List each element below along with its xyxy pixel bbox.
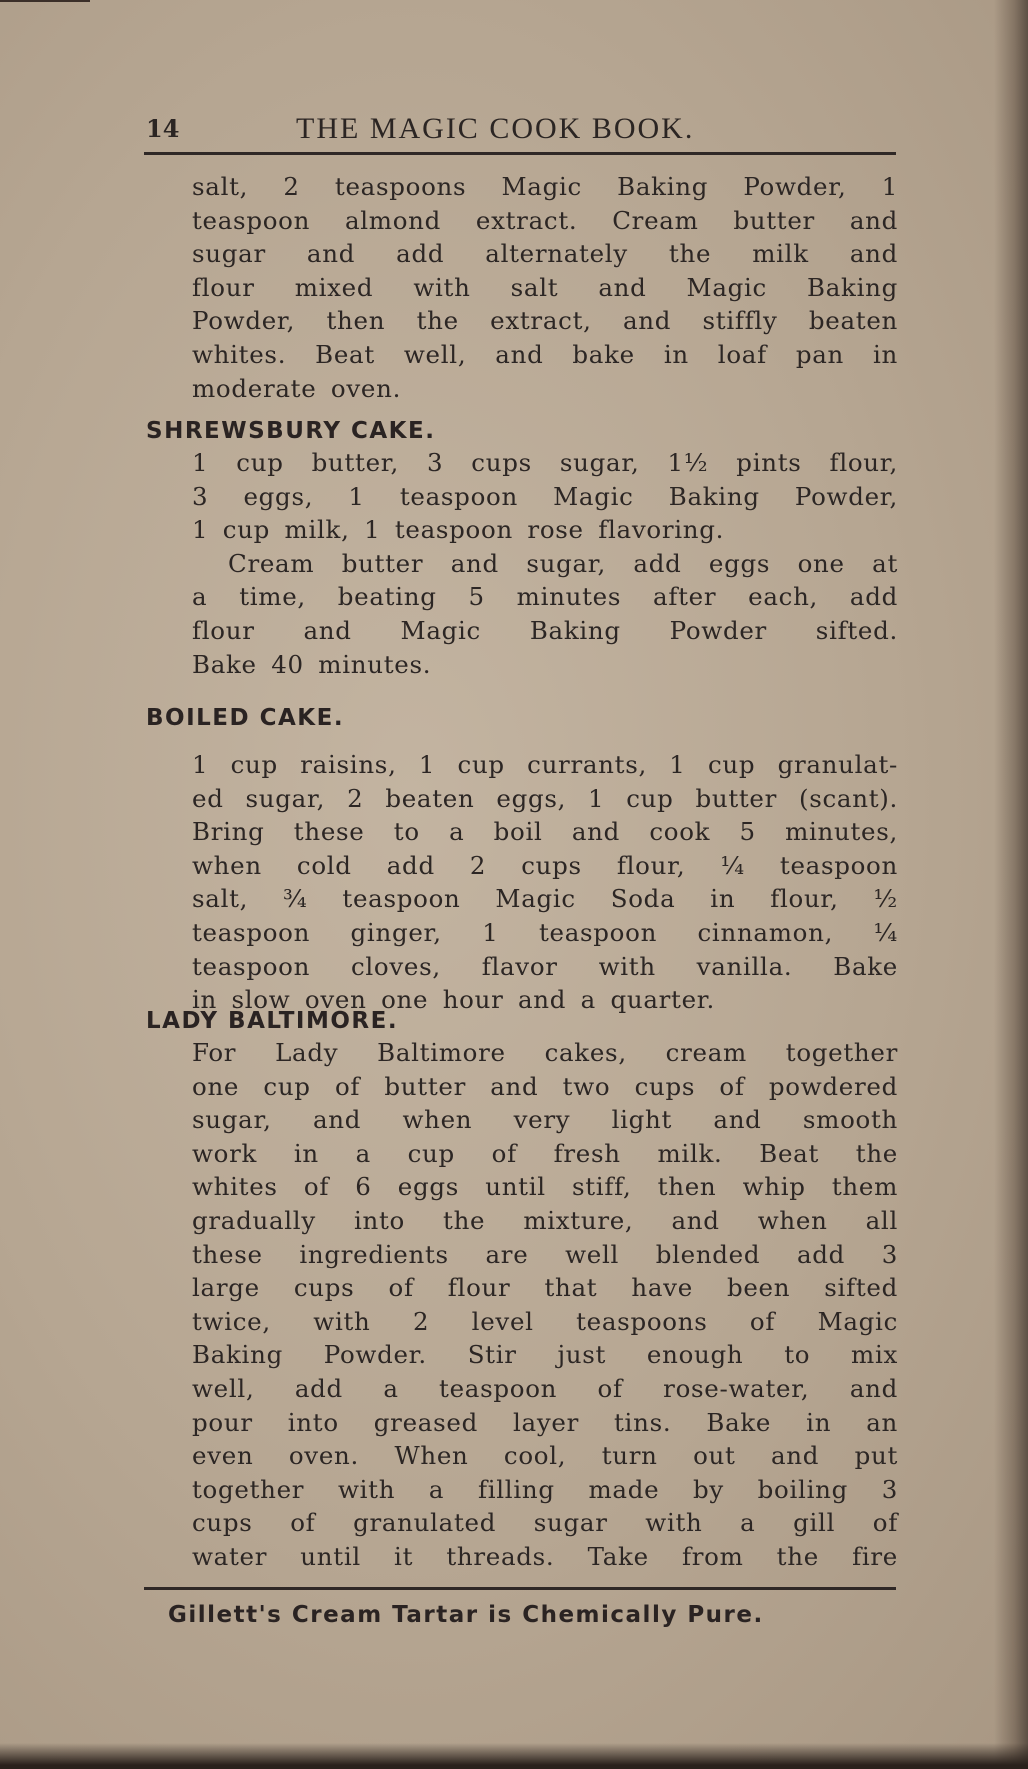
recipe-heading-boiled-cake: BOILED CAKE. xyxy=(146,705,345,731)
text-line: a time, beating 5 minutes after each, add xyxy=(192,582,898,612)
text-line: salt, 2 teaspoons Magic Baking Powder, 1 xyxy=(192,172,898,201)
text-line: flour and Magic Baking Powder sifted. xyxy=(192,615,898,645)
text-line: in slow oven one hour and a quarter. xyxy=(192,985,715,1015)
text-line: twice, with 2 level teaspoons of Magic xyxy=(192,1306,898,1336)
text-line: one cup of butter and two cups of powdered xyxy=(192,1071,898,1101)
recipe-heading-lady-baltimore: LADY BALTIMORE. xyxy=(146,1008,399,1034)
running-title: THE MAGIC COOK BOOK. xyxy=(296,112,695,145)
page-edge-mark xyxy=(0,0,90,2)
text-line: Bring these to a boil and cook 5 minutes, xyxy=(192,817,898,847)
text-line: even oven. When cool, turn out and put xyxy=(192,1441,898,1471)
lady-baltimore-text xyxy=(192,1036,898,1574)
text-line: water until it threads. Take from the fire xyxy=(192,1541,898,1571)
text-line: large cups of flour that have been sifted xyxy=(192,1273,898,1303)
text-line: whites of 6 eggs until stiff, then whip them xyxy=(192,1172,898,1202)
text-line: 1 cup raisins, 1 cup currants, 1 cup granulat- xyxy=(192,750,898,779)
boiled-cake-text xyxy=(192,748,898,1017)
text-line: when cold add 2 cups flour, ¼ teaspoon xyxy=(192,850,898,880)
text-line: teaspoon cloves, flavor with vanilla. Bake xyxy=(192,951,898,981)
continued-recipe-text xyxy=(192,170,898,405)
text-line: work in a cup of fresh milk. Beat the xyxy=(192,1138,898,1168)
text-line: 1 cup butter, 3 cups sugar, 1½ pints flour, xyxy=(192,448,898,477)
text-line: moderate oven. xyxy=(192,373,402,403)
page-edge-shadow xyxy=(994,0,1028,1769)
text-line: together with a filling made by boiling 3 xyxy=(192,1474,898,1504)
text-line: 3 eggs, 1 teaspoon Magic Baking Powder, xyxy=(192,481,898,511)
text-line: teaspoon almond extract. Cream butter and xyxy=(192,205,898,235)
header-rule xyxy=(144,152,896,155)
text-line: Bake 40 minutes. xyxy=(192,649,432,679)
page-number: 14 xyxy=(146,114,180,143)
text-line: For Lady Baltimore cakes, cream together xyxy=(192,1038,898,1067)
page-header xyxy=(146,108,896,150)
text-line: cups of granulated sugar with a gill of xyxy=(192,1508,898,1538)
page-bottom-edge xyxy=(0,1743,1028,1769)
recipe-heading-shrewsbury-cake: SHREWSBURY CAKE. xyxy=(146,418,436,444)
text-line: Baking Powder. Stir just enough to mix xyxy=(192,1340,898,1370)
text-line: gradually into the mixture, and when all xyxy=(192,1205,898,1235)
text-line: these ingredients are well blended add 3 xyxy=(192,1239,898,1269)
page-footer-slogan: Gillett's Cream Tartar is Chemically Pure. xyxy=(168,1602,764,1628)
text-line: ed sugar, 2 beaten eggs, 1 cup butter (scant). xyxy=(192,783,898,813)
text-line: 1 cup milk, 1 teaspoon rose flavoring. xyxy=(192,515,725,545)
text-line: flour mixed with salt and Magic Baking xyxy=(192,272,898,302)
text-line: sugar, and when very light and smooth xyxy=(192,1105,898,1135)
text-line: sugar and add alternately the milk and xyxy=(192,239,898,269)
text-line: Cream butter and sugar, add eggs one at xyxy=(228,548,898,578)
text-line: teaspoon ginger, 1 teaspoon cinnamon, ¼ xyxy=(192,917,898,947)
text-line: Powder, then the extract, and stiffly beaten xyxy=(192,306,898,336)
shrewsbury-cake-text xyxy=(192,446,898,681)
text-line: pour into greased layer tins. Bake in an xyxy=(192,1407,898,1437)
text-line: whites. Beat well, and bake in loaf pan in xyxy=(192,339,898,369)
text-line: well, add a teaspoon of rose-water, and xyxy=(192,1373,898,1403)
footer-rule xyxy=(144,1587,896,1590)
text-line: salt, ¾ teaspoon Magic Soda in flour, ½ xyxy=(192,884,898,914)
